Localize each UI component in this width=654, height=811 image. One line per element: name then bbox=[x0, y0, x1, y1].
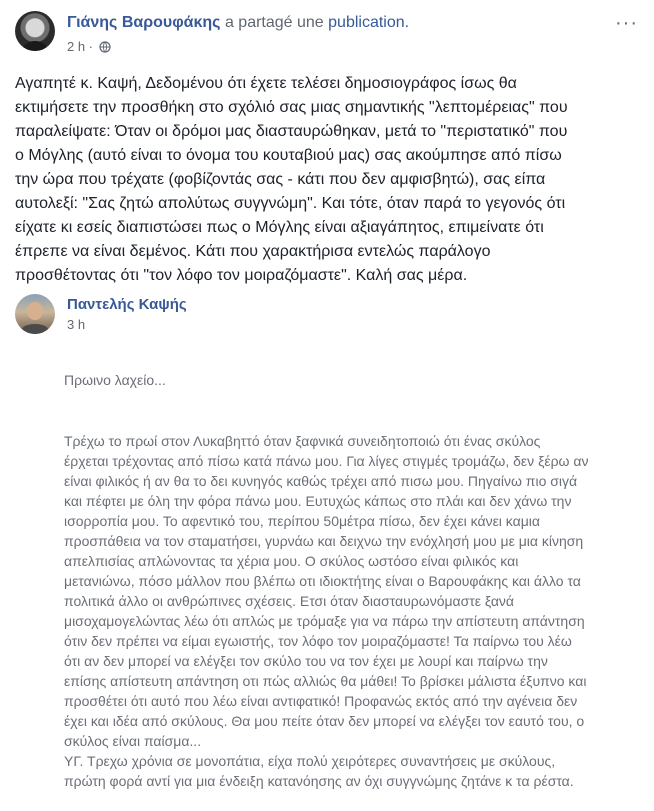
shared-author-name-link[interactable]: Παντελής Καψής bbox=[67, 296, 187, 313]
more-options-icon[interactable]: ··· bbox=[615, 12, 638, 34]
shared-post-text: Τρέχω το πρωί στον Λυκαβηττό όταν ξαφνικά συνειδητοποιώ ότι ένας σκύλος έρχεται τρέχοντας από πίσω κατά πάνω μου. Για λίγες στιγμές τρομάζω, δεν ξέρω αν είναι φιλικός ή αν θα το δει κυνηγός καθώς τρέχει από πισω μου. Πηγαίνω πιο σιγά και πέφτει με όλη την φόρα πάνω μου. Ευτυχώς κάπως στο πλάι και δεν χάνω την ισορροπία μου. Το αφεντικό του, περίπου 50μέτρα πίσω, δεν έχει κάνει καμια προσπάθεια να τον σταματήσει, γυρνάω και δειχνω την ενόχλησή μου με μια κίνηση απελπισίας απλώνοντας τα χέρια μου. Ο σκύλος ωστόσο είναι φιλικός και μετανιώνω, πόσο μάλλον που βλέπω οτι ιδιοκτήτης είναι ο Βαρουφάκης και άλλο τα πολιτικά άλλο οι ανθρώπινες σχέσεις. Ετσι όταν διασταυρωνόμαστε ξανά μισοχαμογελώντας λέω ότι απλώς με τρόμαξε για να πάρω την απίστευτη απάντηση ότιν δεν πρέπει να είμαι εγωιστής, τον λόφο τον μοιραζόμαστε! Τα παίρνω του λέω ότι αν δεν μπορεί να ελέγξει τον σκύλο του να τον έχει με λουρί και παίρνω την επίσης απίστευτη απάντηση οτι πώς αλλιώς θα μάθει! Το βρίσκει μάλιστα έξυπνο και προσθέτει ότι αυτό που λέω είναι αντιφατικό! Προφανώς εκτός από την αγένεια δεν έχει και ιδέα από σκύλους. Θα μου πείτε όταν δεν μπορεί να ελέγξει τον εαυτό του, ο σκύλος είναι παίσμα... ΥΓ. Τρεχω χρόνια σε μονοπάτια, είχα πολύ χειρότερες συναντήσεις με σκύλους, πρώτη φορά αντί για μια ένδειξη κατανόησης αν όχι συγγνώμης ζητάνε κ τα ρέστα. bbox=[64, 433, 589, 789]
author-avatar[interactable] bbox=[15, 11, 55, 51]
publication-link[interactable]: publication. bbox=[328, 14, 410, 31]
shared-author-avatar[interactable] bbox=[15, 294, 55, 334]
post-time[interactable]: 2 h · bbox=[67, 39, 94, 54]
shared-post-title: Πρωινο λαχείο... bbox=[64, 372, 166, 388]
post-header bbox=[15, 11, 644, 59]
globe-icon bbox=[99, 41, 111, 53]
post-meta bbox=[67, 39, 111, 54]
author-name-link[interactable]: Γιάνης Βαρουφάκης bbox=[67, 14, 221, 31]
shared-post-time[interactable]: 3 h bbox=[67, 317, 86, 332]
shared-post-body bbox=[64, 350, 629, 811]
shared-text: a partagé une bbox=[224, 14, 324, 31]
post-text: Αγαπητέ κ. Καψή, Δεδομένου ότι έχετε τελέσει δημοσιογράφος ίσως θα εκτιμήσετε την προσθήκη στο σχόλιό σας μιας σημαντικής "λεπτομέρειας" που παραλείψατε: Όταν οι δρόμοι μας διασταυρώθηκαν, μετά το "περιστατικό" που ο Μόγλης (αυτό είναι το όνομα του κουταβιού μας) σας ακούμπησε από πίσω την ώρα που τρέχατε (φοβίζοντάς σας - κάτι που δεν αμφισβητώ), σας είπα αυτολεξί: "Σας ζητώ απολύτως συγγνώμη". Και τότε, όταν παρά το γεγονός ότι είχατε κι εσείς διαπιστώσει πως ο Μόγλης είναι αξιαγάπητος, επιμείνατε ότι έπρεπε να είναι δεμένος. Κάτι που χαρακτήρισα εντελώς παράλογο προσθέτοντας ότι "τον λόφο τον μοιραζόμαστε". Καλή σας μέρα. bbox=[15, 75, 568, 284]
author-line bbox=[67, 14, 409, 32]
